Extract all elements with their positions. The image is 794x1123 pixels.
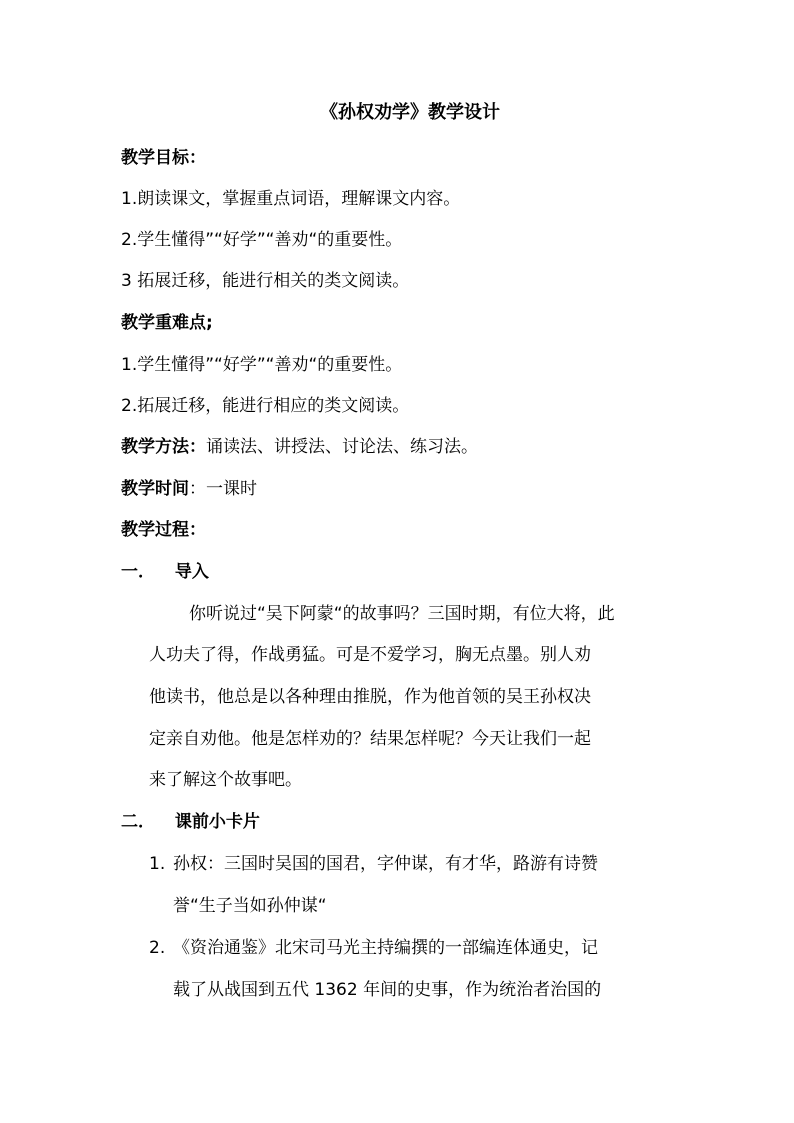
section-title: 课前小卡片 xyxy=(174,812,260,832)
card-item-line: 誉“生子当如孙仲谋“ xyxy=(173,896,327,916)
intro-paragraph-line: 来了解这个故事吧。 xyxy=(149,770,302,790)
section-number: 一． xyxy=(121,562,155,582)
section-title: 导入 xyxy=(174,562,209,582)
time-label: 教学时间 xyxy=(121,479,189,499)
goal-item: 2.学生懂得”“好学”“善劝“的重要性。 xyxy=(121,230,403,250)
card-item-number: 1. xyxy=(149,854,166,874)
process-heading: 教学过程： xyxy=(121,520,206,540)
key-point-item: 2.拓展迁移，能进行相应的类文阅读。 xyxy=(121,396,410,416)
goal-item: 3 拓展迁移，能进行相关的类文阅读。 xyxy=(121,271,410,291)
intro-paragraph-line: 定亲自劝他。他是怎样劝的？结果怎样呢？今天让我们一起 xyxy=(149,729,591,749)
card-item-line: 孙权：三国时吴国的国君，字仲谋，有才华，路游有诗赞 xyxy=(173,854,598,874)
goals-heading: 教学目标： xyxy=(121,148,206,168)
time-value: ：一课时 xyxy=(189,479,257,499)
time-line xyxy=(121,477,257,501)
section-number: 二． xyxy=(121,812,155,832)
method-line xyxy=(121,435,478,459)
key-point-item: 1.学生懂得”“好学”“善劝“的重要性。 xyxy=(121,355,403,375)
card-item-number: 2. xyxy=(149,938,166,958)
intro-paragraph-line: 你听说过“吴下阿蒙“的故事吗？三国时期，有位大将，此 xyxy=(189,604,615,624)
method-label: 教学方法： xyxy=(121,437,206,457)
intro-paragraph-line: 他读书，他总是以各种理由推脱，作为他首领的吴王孙权决 xyxy=(149,687,591,707)
card-item-line: 载了从战国到五代 1362 年间的史事，作为统治者治国的 xyxy=(173,980,602,1000)
key-points-heading: 教学重难点; xyxy=(121,313,213,333)
section-heading-cards xyxy=(121,810,260,834)
goal-item: 1.朗读课文，掌握重点词语，理解课文内容。 xyxy=(121,189,461,209)
intro-paragraph-line: 人功夫了得，作战勇猛。可是不爱学习，胸无点墨。别人劝 xyxy=(149,645,591,665)
section-heading-intro xyxy=(121,560,209,584)
document-title: 《孙权劝学》教学设计 xyxy=(320,102,500,123)
method-value: 诵读法、讲授法、讨论法、练习法。 xyxy=(206,437,478,457)
card-item-line: 《资治通鉴》北宋司马光主持编撰的一部编连体通史，记 xyxy=(173,938,598,958)
